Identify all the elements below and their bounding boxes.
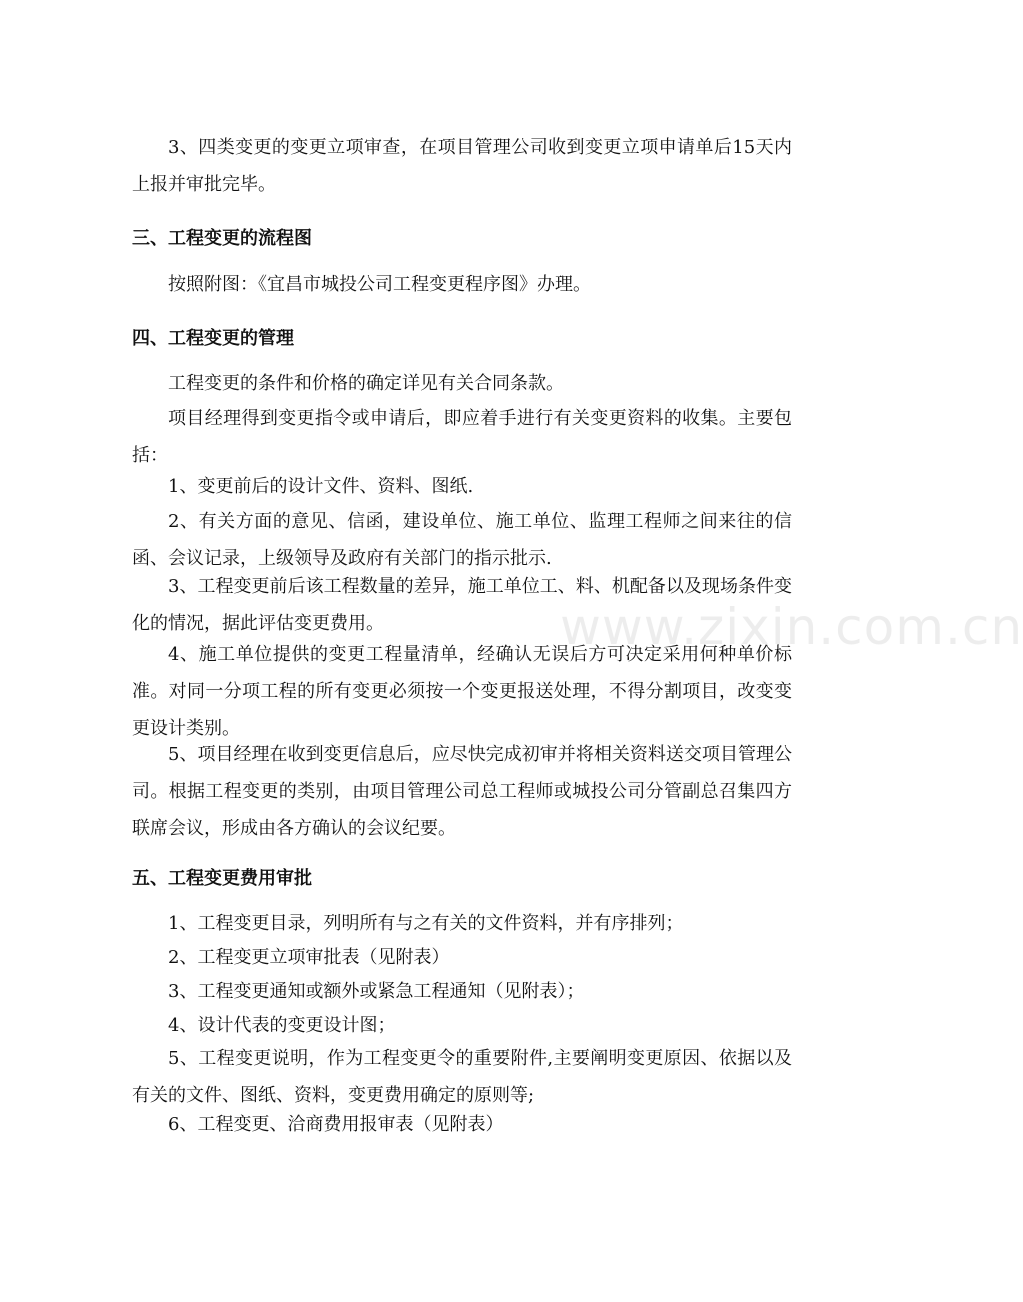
paragraph-section3-text: 按照附图：《宜昌市城投公司工程变更程序图》办理。 xyxy=(168,274,591,295)
paragraph-section2-item3: 3、四类变更的变更立项审查，在项目管理公司收到变更立项申请单后15天内上报并审批完毕。 xyxy=(132,137,792,195)
list-item-section5-3: 3、工程变更通知或额外或紧急工程通知（见附表）； xyxy=(168,981,585,1002)
heading-section3: 三、工程变更的流程图 xyxy=(132,228,312,249)
list-item-section5-6: 6、工程变更、洽商费用报审表（见附表） xyxy=(168,1114,504,1135)
list-item-section4-4: 4、施工单位提供的变更工程量清单，经确认无误后方可决定采用何种单价标准。对同一分项工程的所有变更必须按一个变更报送处理，不得分割项目，改变变更设计类别。 xyxy=(132,644,792,739)
list-item-section5-2: 2、工程变更立项审批表（见附表） xyxy=(168,947,450,968)
heading-section5: 五、工程变更费用审批 xyxy=(132,868,312,889)
watermark-text: www.zixin.com.cn xyxy=(560,598,1023,656)
list-item-section5-1: 1、工程变更目录，列明所有与之有关的文件资料，并有序排列； xyxy=(168,913,684,934)
paragraph-section4-p1: 工程变更的条件和价格的确定详见有关合同条款。 xyxy=(168,373,564,394)
heading-section4: 四、工程变更的管理 xyxy=(132,328,294,349)
list-item-section5-5: 5、工程变更说明，作为工程变更令的重要附件,主要阐明变更原因、依据以及有关的文件、图纸、资料，变更费用确定的原则等; xyxy=(132,1048,792,1106)
list-item-section4-1: 1、变更前后的设计文件、资料、图纸. xyxy=(168,476,474,497)
list-item-section5-4: 4、设计代表的变更设计图； xyxy=(168,1015,396,1036)
paragraph-section4-p2: 项目经理得到变更指令或申请后，即应着手进行有关变更资料的收集。主要包括： xyxy=(132,408,792,466)
list-item-section4-5: 5、项目经理在收到变更信息后，应尽快完成初审并将相关资料送交项目管理公司。根据工程变更的类别，由项目管理公司总工程师或城投公司分管副总召集四方联席会议，形成由各方确认的会议纪要。 xyxy=(132,744,792,839)
list-item-section4-3: 3、工程变更前后该工程数量的差异，施工单位工、料、机配备以及现场条件变化的情况，据此评估变更费用。 xyxy=(132,576,792,634)
list-item-section4-2: 2、有关方面的意见、信函，建设单位、施工单位、监理工程师之间来往的信函、会议记录，上级领导及政府有关部门的指示批示. xyxy=(132,511,792,569)
